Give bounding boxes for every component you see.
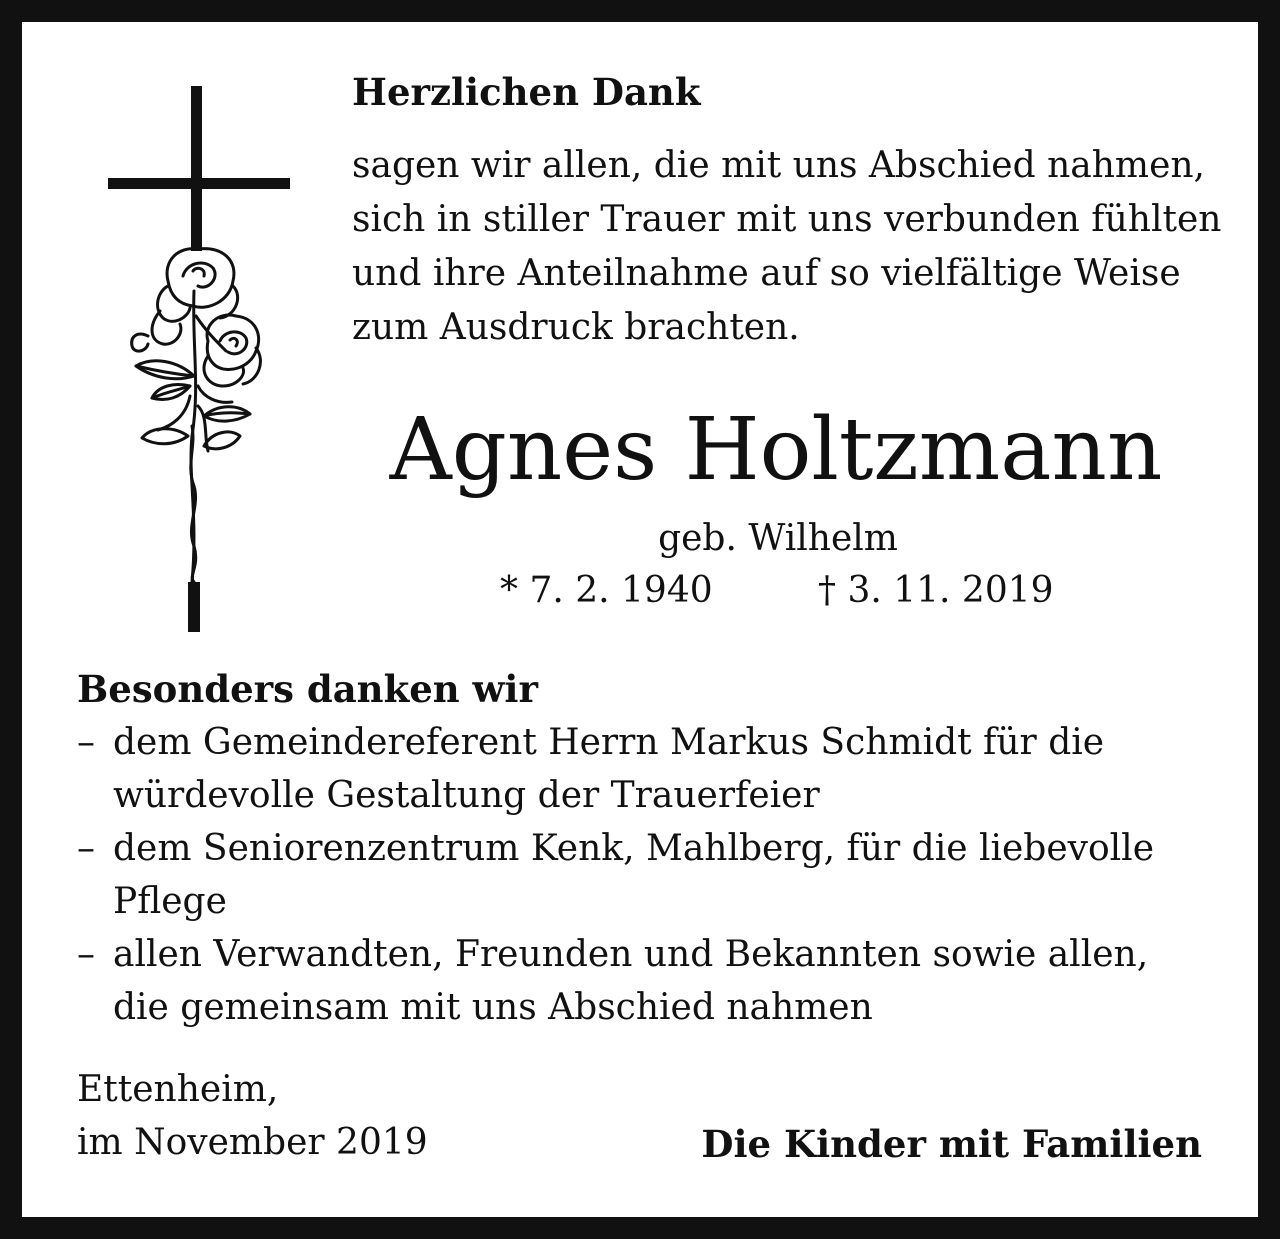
intro-line: sich in stiller Trauer mit uns verbunden fühlten <box>352 199 1222 240</box>
thanks-item-text: dem Gemeindereferent Herrn Markus Schmidt für die <box>113 722 1105 763</box>
list-dash: – <box>77 828 95 869</box>
thanks-item <box>77 828 1204 869</box>
intro-line: sagen wir allen, die mit uns Abschied nahmen, <box>352 145 1205 186</box>
deceased-name: Agnes Holtzmann <box>389 400 1163 500</box>
list-dash: – <box>77 934 95 975</box>
thanks-item-continuation: Pflege <box>113 881 227 922</box>
heading-thanks: Herzlichen Dank <box>352 70 701 114</box>
signature: Die Kinder mit Familien <box>701 1122 1202 1166</box>
thanks-item <box>77 722 1204 763</box>
intro-line: zum Ausdruck brachten. <box>352 307 800 348</box>
thanks-item-continuation: die gemeinsam mit uns Abschied nahmen <box>113 987 873 1028</box>
list-dash: – <box>77 722 95 763</box>
heading-special-thanks: Besonders danken wir <box>77 667 538 711</box>
thanks-item-continuation: würdevolle Gestaltung der Trauerfeier <box>113 775 820 816</box>
death-date: † 3. 11. 2019 <box>818 570 1054 611</box>
place: Ettenheim, <box>77 1069 279 1110</box>
thanks-item-text: allen Verwandten, Freunden und Bekannten sowie allen, <box>113 934 1149 975</box>
birth-name: geb. Wilhelm <box>658 518 898 559</box>
thanks-item <box>77 934 1204 975</box>
birth-date: * 7. 2. 1940 <box>500 570 713 611</box>
intro-line: und ihre Anteilnahme auf so vielfältige Weise <box>352 253 1181 294</box>
thanks-item-text: dem Seniorenzentrum Kenk, Mahlberg, für die liebevolle <box>113 828 1154 869</box>
date: im November 2019 <box>77 1122 428 1163</box>
